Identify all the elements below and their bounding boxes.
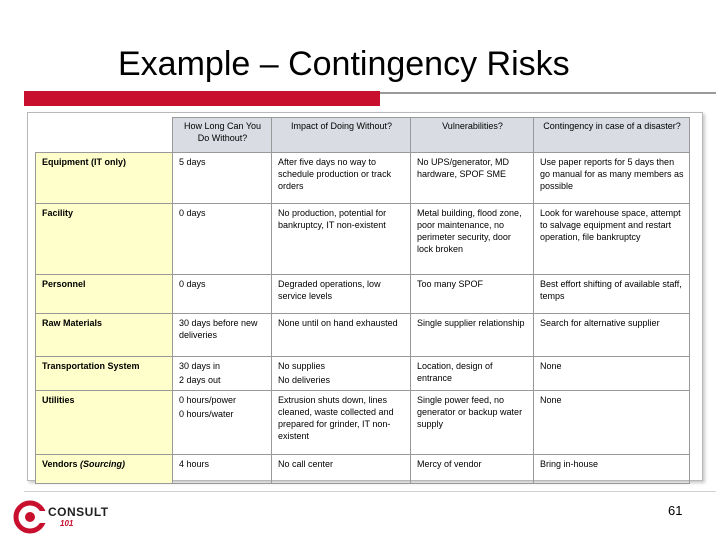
cell-how-long [173,455,272,484]
table-row [36,455,690,484]
cell-vulnerabilities [411,204,534,275]
row-label-cell [36,275,173,314]
cell-text: None until on hand exhausted [278,318,398,328]
cell-vulnerabilities [411,314,534,357]
cell-vulnerabilities [411,275,534,314]
cell-text: Metal building, flood zone, poor maintenance, no perimeter security, door lock broken [417,208,522,254]
logo-subtext: 101 [60,519,74,528]
cell-text: Use paper reports for 5 days then go manual for as many members as possible [540,157,684,191]
cell-impact [272,153,411,204]
cell-how-long [173,275,272,314]
cell-how-long [173,391,272,455]
header-corner-cell [36,118,173,153]
cell-contingency [534,153,690,204]
header-vulnerabilities: Vulnerabilities? [411,118,534,153]
cell-how-long [173,314,272,357]
row-label-qualifier: (Sourcing) [80,459,126,469]
table-row [36,391,690,455]
consult-101-logo [12,497,109,537]
row-label: Transportation System [42,361,140,371]
row-label-cell [36,391,173,455]
cell-contingency [534,357,690,391]
table-row [36,275,690,314]
cell-text: Extrusion shuts down, lines cleaned, waste collected and prepared for grinder, IT non-existent [278,395,394,441]
cell-contingency [534,275,690,314]
cell-text: 0 days [179,208,206,218]
row-label: Equipment (IT only) [42,157,126,167]
table-row [36,153,690,204]
row-label: Raw Materials [42,318,103,328]
cell-how-long [173,357,272,391]
cell-text: No call center [278,459,334,469]
cell-text: Mercy of vendor [417,459,482,469]
cell-impact [272,275,411,314]
cell-impact [272,314,411,357]
cell-vulnerabilities [411,391,534,455]
cell-contingency [534,391,690,455]
cell-text: None [540,395,562,405]
table-row [36,314,690,357]
cell-text: None [540,361,562,371]
cell-text: 0 days [179,279,206,289]
cell-text: No production, potential for bankruptcy, IT non-existent [278,208,387,230]
header-contingency: Contingency in case of a disaster? [534,118,690,153]
row-label-cell [36,314,173,357]
cell-text: Look for warehouse space, attempt to salvage equipment and restart operation, file bankruptcy [540,208,681,242]
row-label-cell [36,455,173,484]
cell-text: 30 days in [179,361,221,371]
cell-how-long [173,153,272,204]
cell-vulnerabilities [411,153,534,204]
cell-text: 2 days out [179,375,221,385]
cell-text: Single supplier relationship [417,318,525,328]
table-row [36,204,690,275]
table-frame [27,112,703,481]
cell-text: 30 days before new deliveries [179,318,258,340]
header-how-long: How Long Can You Do Without? [173,118,272,153]
cell-text: Location, design of entrance [417,361,493,383]
row-label-cell [36,204,173,275]
cell-contingency [534,314,690,357]
slide-title: Example – Contingency Risks [118,45,570,83]
page-number: 61 [668,503,683,518]
cell-text: No UPS/generator, MD hardware, SPOF SME [417,157,510,179]
contingency-risks-table [35,117,690,484]
cell-contingency [534,455,690,484]
cell-text: 0 hours/power [179,395,237,405]
row-label: Vendors [42,459,81,469]
cell-impact [272,391,411,455]
row-label: Personnel [42,279,86,289]
title-accent-bar [24,91,380,106]
cell-text: 0 hours/water [179,409,234,419]
cell-contingency [534,204,690,275]
cell-impact [272,204,411,275]
cell-text: No supplies [278,361,326,371]
table-row [36,357,690,391]
cell-impact [272,455,411,484]
cell-vulnerabilities [411,455,534,484]
cell-text: Search for alternative supplier [540,318,660,328]
title-rule [380,92,716,94]
cell-text: 4 hours [179,459,210,469]
cell-text: Best effort shifting of available staff, temps [540,279,682,301]
footer-rule [24,491,716,492]
cell-text: Degraded operations, low service levels [278,279,381,301]
cell-text: Bring in-house [540,459,599,469]
cell-text: No deliveries [278,375,331,385]
cell-how-long [173,204,272,275]
row-label: Utilities [42,395,75,405]
row-label-cell [36,357,173,391]
row-label: Facility [42,208,74,218]
cell-impact [272,357,411,391]
cell-text: After five days no way to schedule production or track orders [278,157,392,191]
cell-text: 5 days [179,157,206,167]
logo-wordmark: CONSULT [48,505,109,519]
cell-vulnerabilities [411,357,534,391]
cell-text: Single power feed, no generator or backup water supply [417,395,523,429]
row-label-cell [36,153,173,204]
header-impact: Impact of Doing Without? [272,118,411,153]
table-header-row [36,118,690,153]
cell-text: Too many SPOF [417,279,484,289]
